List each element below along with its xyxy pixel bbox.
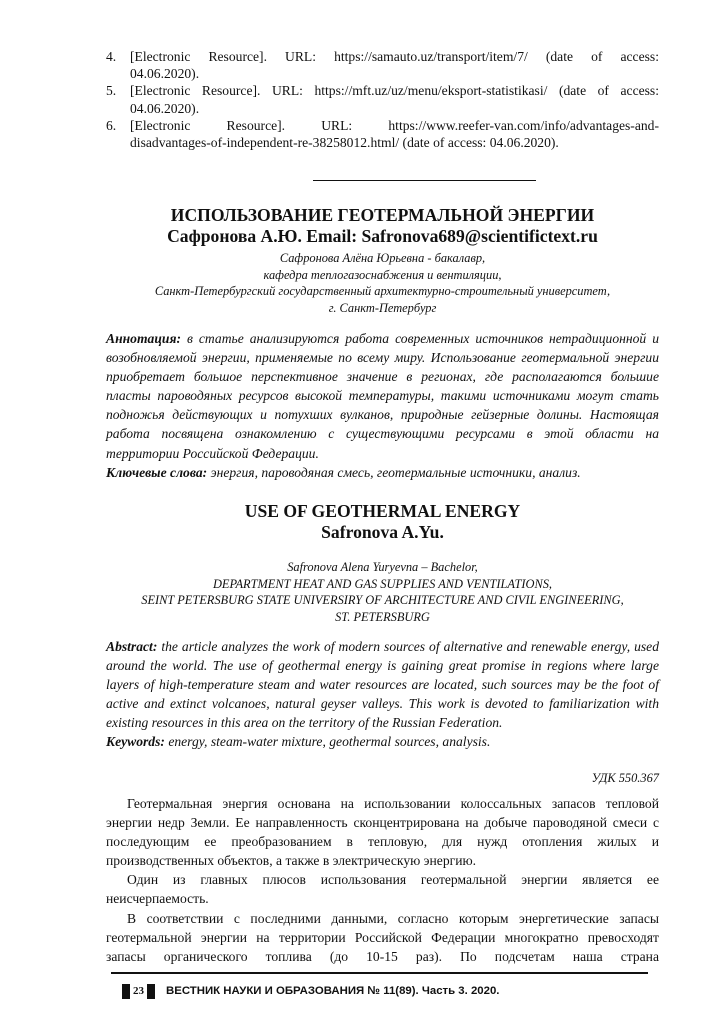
journal-title: ВЕСТНИК НАУКИ И ОБРАЗОВАНИЯ № 11(89). Часть 3. 2020.: [166, 985, 500, 997]
reference-item: [106, 48, 659, 82]
body-paragraph: В соответствии с последними данными, согласно которым энергетические запасы геотермальной энергии на территории Российской Федерации многократно превосходят запасы органического топлива (до 10-15 раз). По подсчетам наша страна: [106, 910, 659, 964]
title-ru: ИСПОЛЬЗОВАНИЕ ГЕОТЕРМАЛЬНОЙ ЭНЕРГИИ: [170, 205, 595, 225]
affiliation-line: Сафронова Алёна Юрьевна - бакалавр,: [279, 251, 486, 265]
reference-text: 04.06.2020).: [130, 66, 200, 82]
affiliation-en: [106, 559, 659, 625]
affiliation-line: ST. PETERSBURG: [335, 609, 430, 624]
footer-bar-right: [147, 984, 155, 999]
references-section: [106, 48, 659, 151]
page-footer: [122, 983, 499, 999]
udk-code: УДК 550.367: [591, 771, 659, 785]
keywords-label-ru: Ключевые слова:: [106, 464, 208, 480]
footer-divider: [111, 972, 648, 974]
abstract-text-en: the article analyzes the work of modern sources of alternative and renewable energy, used around the world. The use of geothermal energy is gaining great promise in regions where large layers of high-temperature steam and water resources are located, such sources may be the foot of active and extinct volcanoes, natural geyser valleys. This work is devoted to familiarization with existing resources in this area on the territory of the Russian Federation.: [106, 639, 659, 731]
abstract-text-ru: в статье анализируются работа современных источников нетрадиционной и возобновляемой энергии, применяемые по всему миру. Использование геотермальной энергии приобретает большое перспективное значение в регионах, где располагаются большие пласты пароводяных ресурсов высокой температуры, такими источниками могут стать подножья действующих и потухших вулканов, природные гейзерные долины. Настоящая работа посвящена ознакомлению с существующими ресурсами в этой области на территории Российской Федерации.: [106, 331, 659, 461]
reference-text: [Electronic Resource]. URL: https://www.reefer-van.com/info/advantages-and-: [130, 117, 659, 133]
abstract-label-en: Abstract:: [106, 639, 158, 654]
affiliation-line: г. Санкт-Петербург: [328, 300, 437, 315]
affiliation-line: кафедра теплогазоснабжения и вентиляции,: [263, 267, 502, 282]
author-line-ru: Сафронова А.Ю. Email: Safronova689@scientifictext.ru: [167, 226, 598, 246]
page-number: 23: [133, 985, 144, 997]
reference-text: 04.06.2020).: [130, 100, 200, 116]
abstract-en: [106, 637, 659, 752]
abstract-ru: [106, 329, 659, 482]
article-title-ru: [106, 205, 659, 247]
reference-number: 4.: [106, 49, 117, 64]
reference-text: [Electronic Resource]. URL: https://mft.uz/uz/menu/eksport-statistikasi/ (date of access:: [130, 83, 659, 99]
affiliation-line: Санкт-Петербургский государственный архитектурно-строительный университет,: [154, 284, 611, 299]
reference-number: 5.: [106, 83, 117, 99]
affiliation-line: DEPARTMENT HEAT AND GAS SUPPLIES AND VENTILATIONS,: [212, 576, 553, 591]
reference-item: [106, 117, 659, 151]
footer-bar-left: [122, 984, 130, 999]
reference-text: [Electronic Resource]. URL: https://samauto.uz/transport/item/7/ (date of access:: [130, 49, 659, 64]
reference-number: 6.: [106, 117, 117, 133]
reference-text: disadvantages-of-independent-re-38258012.html/ (date of access: 04.06.2020).: [130, 135, 559, 151]
affiliation-line: Safronova Alena Yuryevna – Bachelor,: [287, 560, 478, 574]
affiliation-line: SEINT PETERSBURG STATE UNIVERSIRY OF ARCHITECTURE AND CIVIL ENGINEERING,: [141, 593, 624, 608]
author-line-en: Safronova A.Yu.: [321, 522, 444, 542]
affiliation-ru: [106, 250, 659, 316]
body-text: [106, 794, 659, 966]
body-paragraph: Геотермальная энергия основана на использовании колоссальных запасов тепловой энергии недр Земли. Ее направленность сконцентрирована на добыче пароводяной смеси с последующим ее преобразованием в тепловую, для нужд отопления жилых и производственных объектов, а также в электрическую энергию.: [106, 796, 659, 869]
keywords-label-en: Keywords:: [106, 734, 165, 750]
title-en: USE OF GEOTHERMAL ENERGY: [244, 501, 521, 521]
keywords-text-en: energy, steam-water mixture, geothermal sources, analysis.: [168, 734, 491, 750]
reference-list: [106, 48, 659, 151]
article-title-en: [106, 501, 659, 543]
section-divider: [313, 180, 536, 181]
reference-item: [106, 82, 659, 116]
abstract-label-ru: Аннотация:: [106, 331, 181, 346]
keywords-text-ru: энергия, пароводяная смесь, геотермальные источники, анализ.: [210, 464, 581, 480]
body-paragraph: Один из главных плюсов использования геотермальной энергии является ее неисчерпаемость.: [106, 872, 659, 907]
